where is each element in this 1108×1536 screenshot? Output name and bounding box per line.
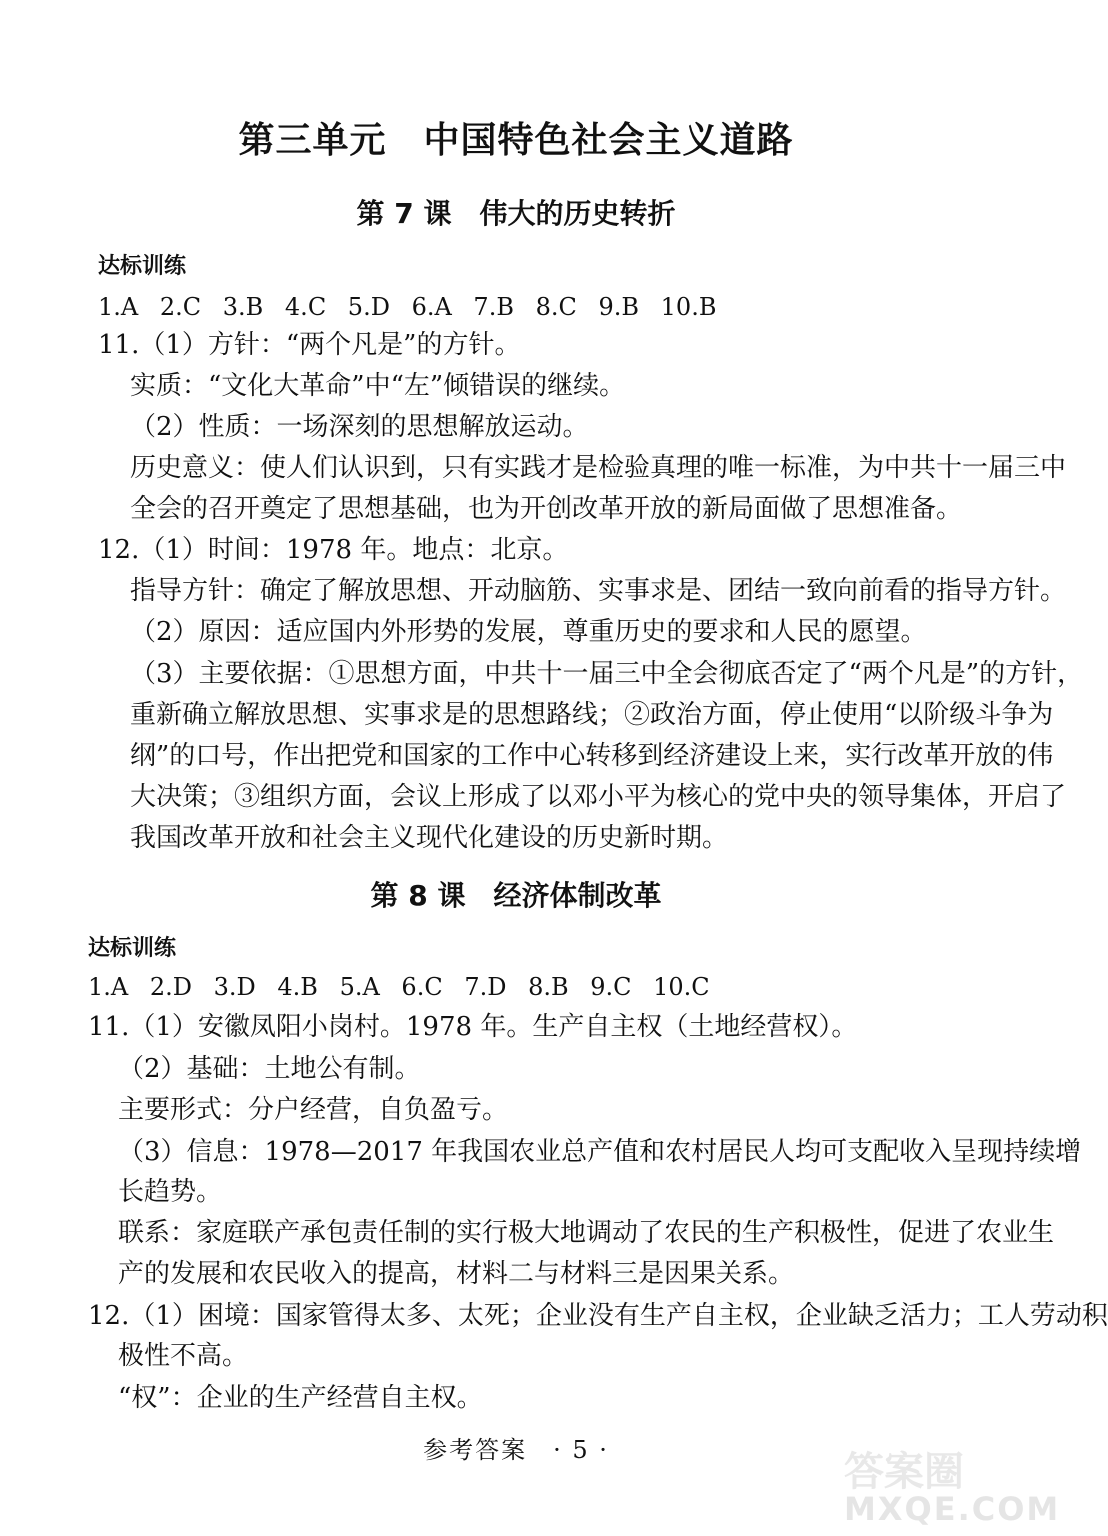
lesson-7-line: 我国改革开放和社会主义现代化建设的历史新时期。 <box>130 823 729 853</box>
lesson-8-line: 主要形式：分户经营，自负盈亏。 <box>118 1095 509 1125</box>
watermark-url: MXQE.COM <box>844 1490 1061 1528</box>
lesson-7-title: 第 7 课 伟大的历史转折 <box>356 197 676 230</box>
watermark-logo <box>834 1432 1061 1532</box>
lesson-8-line: 长趋势。 <box>118 1177 223 1207</box>
lesson-7-line: （3）主要依据：①思想方面，中共十一届三中全会彻底否定了“两个凡是”的方针， <box>130 659 1084 689</box>
lesson-8-line: “权”：企业的生产经营自主权。 <box>118 1383 483 1413</box>
lesson-7-line: 12.（1）时间：1978 年。地点：北京。 <box>98 535 569 565</box>
lesson-8-line: 11.（1）安徽凤阳小岗村。1978 年。生产自主权（土地经营权）。 <box>88 1012 858 1042</box>
lesson-8-line: （2）基础：土地公有制。 <box>118 1054 421 1084</box>
unit-title: 第三单元 中国特色社会主义道路 <box>238 120 794 161</box>
lesson-7-line: 大决策；③组织方面，会议上形成了以邓小平为核心的党中央的领导集体，开启了 <box>130 782 1067 812</box>
page-footer: 参考答案 · 5 · <box>423 1436 609 1464</box>
lesson-7-line: 实质：“文化大革命”中“左”倾错误的继续。 <box>130 371 626 401</box>
lesson-7-line: 重新确立解放思想、实事求是的思想路线；②政治方面，停止使用“以阶级斗争为 <box>130 700 1054 730</box>
lesson-7-mc-answers: 1.A 2.C 3.B 4.C 5.D 6.A 7.B 8.C 9.B 10.B <box>98 293 717 321</box>
lesson-8-line: 极性不高。 <box>118 1341 249 1371</box>
lesson-8-line: 联系：家庭联产承包责任制的实行极大地调动了农民的生产积极性，促进了农业生 <box>118 1218 1055 1248</box>
lesson-7-line: （2）原因：适应国内外形势的发展，尊重历史的要求和人民的愿望。 <box>130 617 927 647</box>
lesson-8-line: 产的发展和农民收入的提高，材料二与材料三是因果关系。 <box>118 1259 795 1289</box>
lesson-7-line: 11.（1）方针：“两个凡是”的方针。 <box>98 330 521 360</box>
lesson-7-line: 指导方针：确定了解放思想、开动脑筋、实事求是、团结一致向前看的指导方针。 <box>130 576 1067 606</box>
lesson-7-line: 纲”的口号，作出把党和国家的工作中心转移到经济建设上来，实行改革开放的伟 <box>130 741 1054 771</box>
watermark-text: 答案圈 <box>844 1449 964 1495</box>
lesson-8-section-label: 达标训练 <box>88 936 177 961</box>
lesson-7-section-label: 达标训练 <box>98 254 187 279</box>
lesson-7-line: （2）性质：一场深刻的思想解放运动。 <box>130 412 589 442</box>
lesson-8-title: 第 8 课 经济体制改革 <box>370 879 662 912</box>
lesson-7-line: 历史意义：使人们认识到，只有实践才是检验真理的唯一标准，为中共十一届三中 <box>130 453 1067 483</box>
lesson-8-mc-answers: 1.A 2.D 3.D 4.B 5.A 6.C 7.D 8.B 9.C 10.C <box>88 973 710 1001</box>
lesson-8-line: 12.（1）困境：国家管得太多、太死；企业没有生产自主权，企业缺乏活力；工人劳动积 <box>88 1301 1108 1331</box>
lesson-7-line: 全会的召开奠定了思想基础，也为开创改革开放的新局面做了思想准备。 <box>130 494 963 524</box>
lesson-8-line: （3）信息：1978—2017 年我国农业总产值和农村居民人均可支配收入呈现持续增 <box>118 1137 1082 1167</box>
